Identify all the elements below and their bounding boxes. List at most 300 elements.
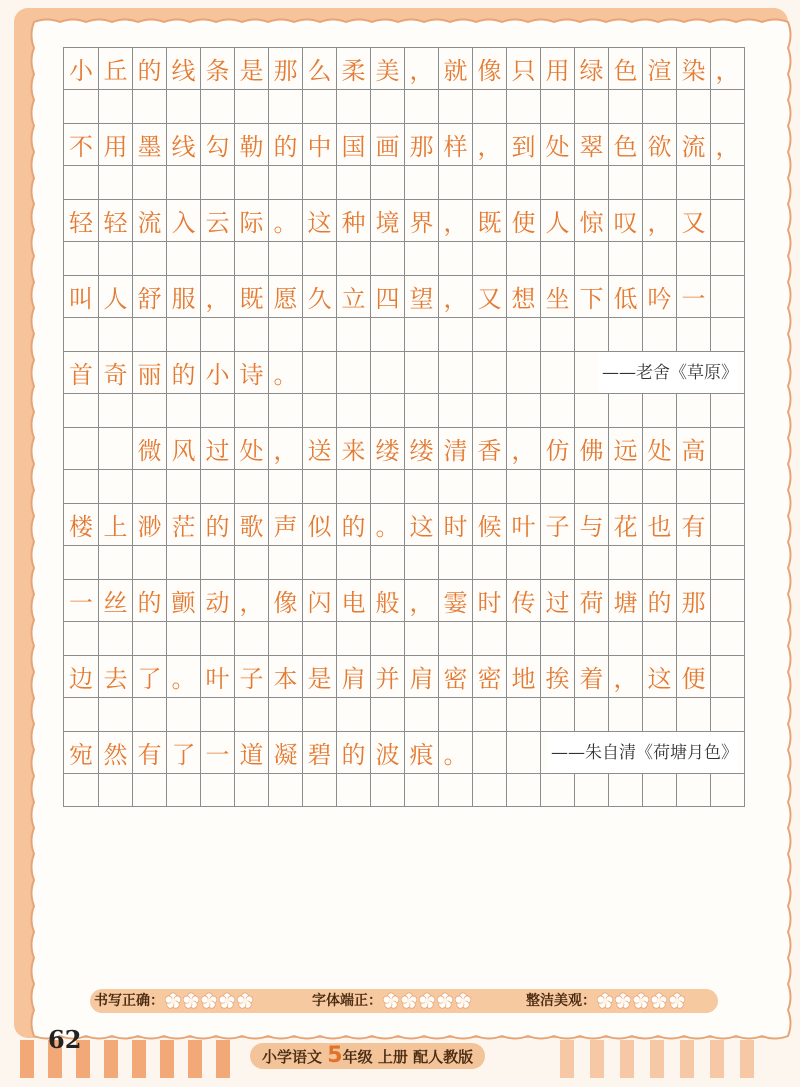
grid-cell: 一 bbox=[200, 732, 234, 773]
flower-star-icon[interactable] bbox=[164, 992, 182, 1010]
practice-cell[interactable] bbox=[200, 394, 234, 427]
grid-cell bbox=[710, 200, 744, 241]
practice-cell[interactable] bbox=[608, 166, 642, 199]
practice-cell[interactable] bbox=[234, 546, 268, 579]
practice-cell[interactable] bbox=[370, 470, 404, 503]
blank-practice-row[interactable] bbox=[63, 545, 745, 579]
practice-cell[interactable] bbox=[64, 622, 98, 655]
grid-cell: 四 bbox=[370, 276, 404, 317]
grid-cell: 坐 bbox=[540, 276, 574, 317]
practice-cell[interactable] bbox=[64, 166, 98, 199]
practice-cell[interactable] bbox=[506, 394, 540, 427]
practice-cell[interactable] bbox=[574, 622, 608, 655]
practice-cell[interactable] bbox=[438, 470, 472, 503]
practice-cell[interactable] bbox=[370, 774, 404, 806]
practice-cell[interactable] bbox=[302, 622, 336, 655]
practice-cell[interactable] bbox=[166, 470, 200, 503]
grid-cell: 勒 bbox=[234, 124, 268, 165]
practice-cell[interactable] bbox=[642, 698, 676, 731]
practice-cell[interactable] bbox=[710, 698, 744, 731]
practice-cell[interactable] bbox=[234, 774, 268, 806]
practice-cell[interactable] bbox=[132, 698, 166, 731]
practice-cell[interactable] bbox=[710, 318, 744, 351]
practice-cell[interactable] bbox=[472, 90, 506, 123]
practice-cell[interactable] bbox=[132, 546, 166, 579]
practice-cell[interactable] bbox=[710, 166, 744, 199]
practice-cell[interactable] bbox=[234, 242, 268, 275]
flower-star-icon[interactable] bbox=[436, 992, 454, 1010]
grid-cell: 吟 bbox=[642, 276, 676, 317]
practice-cell[interactable] bbox=[676, 470, 710, 503]
practice-cell[interactable] bbox=[438, 242, 472, 275]
blank-practice-row[interactable] bbox=[63, 165, 745, 199]
grid-cell: 痕 bbox=[404, 732, 438, 773]
grid-cell: 叹 bbox=[608, 200, 642, 241]
practice-cell[interactable] bbox=[234, 698, 268, 731]
practice-cell[interactable] bbox=[370, 546, 404, 579]
practice-cell[interactable] bbox=[370, 698, 404, 731]
practice-cell[interactable] bbox=[472, 470, 506, 503]
practice-cell[interactable] bbox=[540, 394, 574, 427]
rating-stars[interactable] bbox=[382, 989, 472, 1013]
practice-cell[interactable] bbox=[64, 698, 98, 731]
practice-cell[interactable] bbox=[166, 318, 200, 351]
practice-cell[interactable] bbox=[132, 90, 166, 123]
practice-cell[interactable] bbox=[166, 546, 200, 579]
practice-cell[interactable] bbox=[676, 394, 710, 427]
blank-practice-row[interactable] bbox=[63, 773, 745, 807]
practice-cell[interactable] bbox=[404, 622, 438, 655]
practice-cell[interactable] bbox=[234, 166, 268, 199]
practice-cell[interactable] bbox=[506, 622, 540, 655]
practice-cell[interactable] bbox=[234, 470, 268, 503]
practice-cell[interactable] bbox=[540, 166, 574, 199]
border-stripe bbox=[20, 1040, 34, 1078]
grid-cell: 般 bbox=[370, 580, 404, 621]
grid-cell: 不 bbox=[69, 133, 93, 161]
practice-cell[interactable] bbox=[608, 90, 642, 123]
grid-cell: 丝 bbox=[98, 580, 132, 621]
grid-cell: 下 bbox=[574, 276, 608, 317]
grid-cell: 奇 bbox=[98, 352, 132, 393]
practice-cell[interactable] bbox=[98, 166, 132, 199]
practice-cell[interactable] bbox=[268, 622, 302, 655]
practice-cell[interactable] bbox=[540, 318, 574, 351]
practice-cell[interactable] bbox=[438, 698, 472, 731]
practice-cell[interactable] bbox=[574, 546, 608, 579]
practice-cell[interactable] bbox=[268, 166, 302, 199]
border-stripe bbox=[590, 1040, 604, 1078]
practice-cell[interactable] bbox=[268, 242, 302, 275]
practice-cell[interactable] bbox=[234, 622, 268, 655]
practice-cell[interactable] bbox=[302, 546, 336, 579]
grid-cell: 样 bbox=[438, 124, 472, 165]
practice-cell[interactable] bbox=[336, 546, 370, 579]
grid-cell bbox=[472, 732, 506, 773]
practice-cell[interactable] bbox=[302, 166, 336, 199]
practice-cell[interactable] bbox=[302, 318, 336, 351]
practice-cell[interactable] bbox=[574, 318, 608, 351]
practice-cell[interactable] bbox=[98, 242, 132, 275]
grid-cell: 美 bbox=[370, 48, 404, 89]
practice-cell[interactable] bbox=[64, 394, 98, 427]
grid-cell: 电 bbox=[336, 580, 370, 621]
practice-cell[interactable] bbox=[438, 546, 472, 579]
practice-cell[interactable] bbox=[132, 394, 166, 427]
flower-star-icon[interactable] bbox=[418, 992, 436, 1010]
practice-cell[interactable] bbox=[608, 622, 642, 655]
practice-cell[interactable] bbox=[336, 698, 370, 731]
flower-star-icon[interactable] bbox=[400, 992, 418, 1010]
grid-cell: 这 bbox=[642, 656, 676, 697]
grid-cell: 闪 bbox=[302, 580, 336, 621]
practice-cell[interactable] bbox=[642, 318, 676, 351]
practice-cell[interactable] bbox=[642, 622, 676, 655]
practice-cell[interactable] bbox=[336, 318, 370, 351]
grid-cell: 了 bbox=[132, 656, 166, 697]
practice-cell[interactable] bbox=[132, 166, 166, 199]
grid-cell: 又 bbox=[676, 200, 710, 241]
practice-cell[interactable] bbox=[472, 318, 506, 351]
practice-cell[interactable] bbox=[574, 470, 608, 503]
grid-cell: 时 bbox=[438, 504, 472, 545]
practice-cell[interactable] bbox=[642, 470, 676, 503]
border-stripe bbox=[650, 1040, 664, 1078]
practice-cell[interactable] bbox=[608, 394, 642, 427]
practice-cell[interactable] bbox=[268, 470, 302, 503]
practice-cell[interactable] bbox=[710, 242, 744, 275]
practice-cell[interactable] bbox=[200, 318, 234, 351]
practice-cell[interactable] bbox=[438, 318, 472, 351]
practice-cell[interactable] bbox=[676, 774, 710, 806]
flower-star-icon[interactable] bbox=[200, 992, 218, 1010]
practice-cell[interactable] bbox=[438, 90, 472, 123]
practice-cell[interactable] bbox=[64, 242, 98, 275]
flower-star-icon[interactable] bbox=[236, 992, 254, 1010]
practice-cell[interactable] bbox=[608, 546, 642, 579]
grid-cell: 只 bbox=[506, 48, 540, 89]
blank-practice-row[interactable] bbox=[63, 317, 745, 351]
practice-cell[interactable] bbox=[540, 622, 574, 655]
practice-cell[interactable] bbox=[200, 90, 234, 123]
practice-cell[interactable] bbox=[302, 774, 336, 806]
practice-cell[interactable] bbox=[200, 470, 234, 503]
practice-cell[interactable] bbox=[166, 774, 200, 806]
practice-cell[interactable] bbox=[574, 394, 608, 427]
practice-cell[interactable] bbox=[540, 242, 574, 275]
practice-cell[interactable] bbox=[676, 622, 710, 655]
score-label: 字体端正： bbox=[312, 993, 382, 1009]
practice-cell[interactable] bbox=[472, 774, 506, 806]
practice-cell[interactable] bbox=[268, 90, 302, 123]
practice-cell[interactable] bbox=[642, 774, 676, 806]
practice-cell[interactable] bbox=[404, 774, 438, 806]
practice-cell[interactable] bbox=[98, 90, 132, 123]
practice-cell[interactable] bbox=[268, 698, 302, 731]
practice-cell[interactable] bbox=[370, 318, 404, 351]
practice-cell[interactable] bbox=[404, 546, 438, 579]
flower-star-icon[interactable] bbox=[650, 992, 668, 1010]
practice-cell[interactable] bbox=[302, 698, 336, 731]
practice-cell[interactable] bbox=[336, 394, 370, 427]
grid-cell: 小 bbox=[200, 352, 234, 393]
practice-cell[interactable] bbox=[574, 698, 608, 731]
practice-cell[interactable] bbox=[676, 90, 710, 123]
practice-cell[interactable] bbox=[642, 394, 676, 427]
flower-star-icon[interactable] bbox=[182, 992, 200, 1010]
text-row bbox=[63, 579, 745, 621]
grid-cell: 线 bbox=[166, 124, 200, 165]
grid-cell: 有 bbox=[132, 732, 166, 773]
practice-cell[interactable] bbox=[302, 470, 336, 503]
practice-cell[interactable] bbox=[438, 166, 472, 199]
practice-cell[interactable] bbox=[132, 318, 166, 351]
score-font-neat bbox=[312, 989, 472, 1013]
grid-cell: 的 bbox=[268, 124, 302, 165]
practice-cell[interactable] bbox=[472, 622, 506, 655]
text-row bbox=[63, 731, 745, 773]
practice-cell[interactable] bbox=[676, 546, 710, 579]
border-stripe bbox=[160, 1040, 174, 1078]
grid-cell: 色 bbox=[608, 124, 642, 165]
practice-cell[interactable] bbox=[472, 698, 506, 731]
practice-cell[interactable] bbox=[166, 698, 200, 731]
practice-cell[interactable] bbox=[710, 90, 744, 123]
blank-practice-row[interactable] bbox=[63, 469, 745, 503]
grid-cell bbox=[710, 656, 744, 697]
practice-cell[interactable] bbox=[132, 622, 166, 655]
practice-cell[interactable] bbox=[268, 318, 302, 351]
practice-cell[interactable] bbox=[166, 242, 200, 275]
grid-cell: 色 bbox=[608, 48, 642, 89]
practice-cell[interactable] bbox=[166, 622, 200, 655]
blank-practice-row[interactable] bbox=[63, 393, 745, 427]
practice-cell[interactable] bbox=[472, 394, 506, 427]
practice-cell[interactable] bbox=[200, 698, 234, 731]
practice-cell[interactable] bbox=[132, 242, 166, 275]
rating-stars[interactable] bbox=[164, 989, 254, 1013]
practice-cell[interactable] bbox=[506, 698, 540, 731]
practice-cell[interactable] bbox=[64, 774, 98, 806]
grid-cell: 传 bbox=[506, 580, 540, 621]
grid-cell: 轻 bbox=[69, 209, 93, 237]
blank-practice-row[interactable] bbox=[63, 241, 745, 275]
practice-cell[interactable] bbox=[336, 90, 370, 123]
practice-cell[interactable] bbox=[404, 394, 438, 427]
grid-cell bbox=[710, 428, 744, 469]
practice-cell[interactable] bbox=[166, 166, 200, 199]
grid-cell bbox=[472, 352, 506, 393]
flower-star-icon[interactable] bbox=[454, 992, 472, 1010]
practice-cell[interactable] bbox=[540, 90, 574, 123]
grid-cell: 就 bbox=[438, 48, 472, 89]
practice-cell[interactable] bbox=[404, 698, 438, 731]
practice-cell[interactable] bbox=[370, 166, 404, 199]
practice-cell[interactable] bbox=[370, 242, 404, 275]
practice-cell[interactable] bbox=[98, 470, 132, 503]
practice-cell[interactable] bbox=[472, 166, 506, 199]
practice-cell[interactable] bbox=[132, 774, 166, 806]
practice-cell[interactable] bbox=[64, 318, 98, 351]
grid-cell: ， bbox=[438, 200, 472, 241]
grid-cell: ， bbox=[234, 580, 268, 621]
practice-cell[interactable] bbox=[200, 774, 234, 806]
practice-cell[interactable] bbox=[608, 318, 642, 351]
grid-cell bbox=[64, 428, 98, 469]
flower-star-icon[interactable] bbox=[596, 992, 614, 1010]
practice-cell[interactable] bbox=[268, 546, 302, 579]
practice-cell[interactable] bbox=[438, 394, 472, 427]
practice-cell[interactable] bbox=[98, 318, 132, 351]
practice-cell[interactable] bbox=[166, 90, 200, 123]
blank-practice-row[interactable] bbox=[63, 89, 745, 123]
practice-cell[interactable] bbox=[200, 242, 234, 275]
flower-star-icon[interactable] bbox=[632, 992, 650, 1010]
border-stripe bbox=[710, 1040, 724, 1078]
practice-cell[interactable] bbox=[540, 774, 574, 806]
practice-cell[interactable] bbox=[404, 166, 438, 199]
practice-cell[interactable] bbox=[370, 394, 404, 427]
border-stripe bbox=[188, 1040, 202, 1078]
grid-cell: 来 bbox=[336, 428, 370, 469]
practice-cell[interactable] bbox=[268, 774, 302, 806]
practice-cell[interactable] bbox=[608, 698, 642, 731]
practice-cell[interactable] bbox=[574, 242, 608, 275]
grid-cell: 香 bbox=[472, 428, 506, 469]
practice-cell[interactable] bbox=[506, 774, 540, 806]
practice-cell[interactable] bbox=[200, 166, 234, 199]
practice-cell[interactable] bbox=[302, 394, 336, 427]
practice-cell[interactable] bbox=[506, 546, 540, 579]
practice-cell[interactable] bbox=[642, 166, 676, 199]
practice-cell[interactable] bbox=[506, 242, 540, 275]
practice-cell[interactable] bbox=[710, 774, 744, 806]
practice-cell[interactable] bbox=[540, 698, 574, 731]
practice-cell[interactable] bbox=[608, 242, 642, 275]
grid-cell bbox=[540, 352, 574, 393]
border-stripe bbox=[620, 1040, 634, 1078]
flower-star-icon[interactable] bbox=[614, 992, 632, 1010]
practice-cell[interactable] bbox=[268, 394, 302, 427]
grid-cell: 并 bbox=[370, 656, 404, 697]
practice-cell[interactable] bbox=[98, 622, 132, 655]
grid-cell: 处 bbox=[642, 428, 676, 469]
flower-star-icon[interactable] bbox=[218, 992, 236, 1010]
practice-cell[interactable] bbox=[608, 774, 642, 806]
practice-cell[interactable] bbox=[404, 90, 438, 123]
practice-cell[interactable] bbox=[98, 774, 132, 806]
flower-star-icon[interactable] bbox=[382, 992, 400, 1010]
practice-cell[interactable] bbox=[438, 774, 472, 806]
grid-cell: 服 bbox=[166, 276, 200, 317]
practice-cell[interactable] bbox=[404, 470, 438, 503]
practice-cell[interactable] bbox=[642, 90, 676, 123]
practice-cell[interactable] bbox=[608, 470, 642, 503]
practice-cell[interactable] bbox=[234, 318, 268, 351]
practice-cell[interactable] bbox=[404, 318, 438, 351]
book-label bbox=[250, 1043, 485, 1069]
flower-star-icon[interactable] bbox=[668, 992, 686, 1010]
grid-cell: 的 bbox=[166, 352, 200, 393]
practice-cell[interactable] bbox=[370, 622, 404, 655]
practice-cell[interactable] bbox=[710, 470, 744, 503]
grid-cell: 花 bbox=[608, 504, 642, 545]
practice-cell[interactable] bbox=[98, 546, 132, 579]
practice-cell[interactable] bbox=[166, 394, 200, 427]
practice-cell[interactable] bbox=[200, 546, 234, 579]
practice-cell[interactable] bbox=[574, 774, 608, 806]
practice-cell[interactable] bbox=[676, 166, 710, 199]
practice-cell[interactable] bbox=[98, 698, 132, 731]
practice-cell[interactable] bbox=[336, 774, 370, 806]
practice-cell[interactable] bbox=[404, 242, 438, 275]
practice-cell[interactable] bbox=[472, 546, 506, 579]
practice-cell[interactable] bbox=[506, 166, 540, 199]
practice-cell[interactable] bbox=[64, 546, 98, 579]
grid-cell: 的 bbox=[132, 48, 166, 89]
practice-cell[interactable] bbox=[710, 546, 744, 579]
grid-cell: 过 bbox=[540, 580, 574, 621]
practice-cell[interactable] bbox=[676, 318, 710, 351]
practice-cell[interactable] bbox=[574, 90, 608, 123]
practice-cell[interactable] bbox=[438, 622, 472, 655]
grid-cell: 子 bbox=[540, 504, 574, 545]
practice-cell[interactable] bbox=[98, 394, 132, 427]
book-grade-number: 5 bbox=[327, 1043, 343, 1068]
practice-cell[interactable] bbox=[302, 242, 336, 275]
practice-cell[interactable] bbox=[336, 166, 370, 199]
grid-cell: 画 bbox=[370, 124, 404, 165]
grid-cell: 清 bbox=[438, 428, 472, 469]
practice-cell[interactable] bbox=[132, 470, 166, 503]
practice-cell[interactable] bbox=[472, 242, 506, 275]
grid-cell: 勾 bbox=[200, 124, 234, 165]
blank-practice-row[interactable] bbox=[63, 621, 745, 655]
practice-cell[interactable] bbox=[506, 470, 540, 503]
practice-cell[interactable] bbox=[710, 394, 744, 427]
practice-cell[interactable] bbox=[506, 318, 540, 351]
practice-cell[interactable] bbox=[234, 90, 268, 123]
practice-cell[interactable] bbox=[336, 622, 370, 655]
practice-cell[interactable] bbox=[642, 242, 676, 275]
grid-cell: 碧 bbox=[302, 732, 336, 773]
grid-cell: 处 bbox=[540, 124, 574, 165]
practice-cell[interactable] bbox=[336, 242, 370, 275]
grid-cell: 那 bbox=[268, 48, 302, 89]
practice-cell[interactable] bbox=[506, 90, 540, 123]
practice-cell[interactable] bbox=[336, 470, 370, 503]
practice-cell[interactable] bbox=[710, 622, 744, 655]
practice-cell[interactable] bbox=[676, 242, 710, 275]
practice-cell[interactable] bbox=[540, 470, 574, 503]
practice-cell[interactable] bbox=[64, 470, 98, 503]
practice-cell[interactable] bbox=[676, 698, 710, 731]
grid-cell: 肩 bbox=[404, 656, 438, 697]
practice-cell[interactable] bbox=[302, 90, 336, 123]
practice-cell[interactable] bbox=[64, 90, 98, 123]
practice-cell[interactable] bbox=[370, 90, 404, 123]
rating-stars[interactable] bbox=[596, 989, 686, 1013]
grid-cell: 。 bbox=[166, 656, 200, 697]
practice-cell[interactable] bbox=[234, 394, 268, 427]
grid-cell: 候 bbox=[472, 504, 506, 545]
practice-cell[interactable] bbox=[540, 546, 574, 579]
grid-cell: 。 bbox=[268, 200, 302, 241]
practice-cell[interactable] bbox=[574, 166, 608, 199]
blank-practice-row[interactable] bbox=[63, 697, 745, 731]
practice-cell[interactable] bbox=[642, 546, 676, 579]
practice-cell[interactable] bbox=[200, 622, 234, 655]
